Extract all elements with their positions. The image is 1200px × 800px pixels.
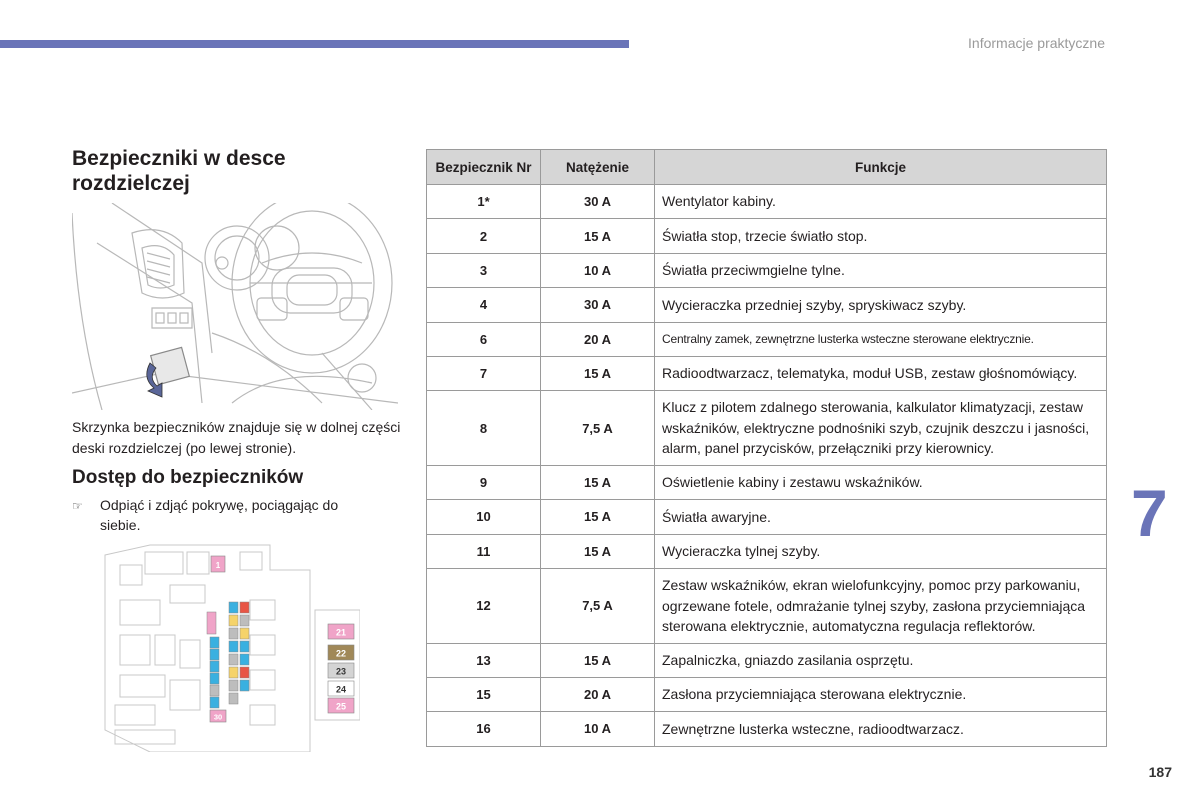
table-row [427,500,1107,534]
fuse-amperage: 15 A [541,643,655,677]
fuse-number: 9 [427,465,541,499]
fuse-box-diagram [100,540,360,752]
fuse-number: 3 [427,253,541,287]
chapter-number: 7 [1131,476,1168,550]
fuse-function: Radioodtwarzacz, telematyka, moduł USB, zestaw głośnomówiący. [655,356,1107,390]
table-row [427,465,1107,499]
table-row [427,219,1107,253]
table-row [427,253,1107,287]
fuse-function: Wycieraczka tylnej szyby. [655,534,1107,568]
column-header-fuse-number: Bezpiecznik Nr [427,150,541,185]
access-heading: Dostęp do bezpieczników [72,467,304,488]
table-row [427,677,1107,711]
fuse-number: 13 [427,643,541,677]
header-accent-bar [0,40,629,48]
fuse-number: 2 [427,219,541,253]
fuse-number: 7 [427,356,541,390]
fuse-number: 16 [427,712,541,746]
fusebox-location-text: Skrzynka bezpieczników znajduje się w dolnej części deski rozdzielczej (po lewej stronie). [72,419,401,456]
page-number: 187 [1148,764,1172,780]
fuse-function: Zestaw wskaźników, ekran wielofunkcyjny, pomoc przy parkowaniu, ogrzewane fotele, odmrażanie tylnej szyby, zasłona przyciemniająca sterowana elektrycznie, automatyczna regulacja reflektorów. [655,569,1107,644]
fuse-function: Oświetlenie kabiny i zestawu wskaźników. [655,465,1107,499]
fuse-amperage: 7,5 A [541,569,655,644]
fuse-label-23: 23 [335,666,347,677]
fuse-function: Centralny zamek, zewnętrzne lusterka wsteczne sterowane elektrycznie. [655,322,1107,356]
dashboard-illustration [72,203,398,410]
table-header-row [427,150,1107,185]
fuse-amperage: 20 A [541,677,655,711]
fuse-function: Wentylator kabiny. [655,185,1107,219]
fuse-number: 12 [427,569,541,644]
fuse-number: 4 [427,288,541,322]
fuse-number: 8 [427,391,541,466]
fuse-amperage: 10 A [541,712,655,746]
fuse-function: Wycieraczka przedniej szyby, spryskiwacz szyby. [655,288,1107,322]
section-title: Informacje praktyczne [968,35,1105,51]
fuse-function: Zapalniczka, gniazdo zasilania osprzętu. [655,643,1107,677]
fuse-label-21: 21 [335,627,347,638]
fuse-amperage: 15 A [541,500,655,534]
fuse-number: 15 [427,677,541,711]
access-step [72,495,382,535]
fuse-label-24: 24 [335,684,347,695]
table-row [427,712,1107,746]
fuse-label-bottom: 30 [213,712,223,722]
fuse-function: Klucz z pilotem zdalnego sterowania, kalkulator klimatyzacji, zestaw wskaźników, elektryczne podnośniki szyb, czujnik deszczu i jasności, alarm, panel przycisków, przełączniki przy kierownicy. [655,391,1107,466]
table-row [427,643,1107,677]
fuse-amperage: 20 A [541,322,655,356]
fuse-amperage: 30 A [541,288,655,322]
fuse-amperage: 10 A [541,253,655,287]
hand-pointer-icon: ☞ [72,499,83,513]
table-row [427,185,1107,219]
fuse-amperage: 15 A [541,465,655,499]
fuse-number: 11 [427,534,541,568]
fuse-function: Światła awaryjne. [655,500,1107,534]
fuse-number: 10 [427,500,541,534]
fuse-label-top: 1 [215,561,221,570]
table-row [427,534,1107,568]
column-header-amperage: Natężenie [541,150,655,185]
fuse-function: Światła przeciwmgielne tylne. [655,253,1107,287]
fuse-amperage: 30 A [541,185,655,219]
access-step-text: Odpiąć i zdjąć pokrywę, pociągając do siebie. [100,497,339,533]
fuse-number: 1* [427,185,541,219]
fuse-function: Światła stop, trzecie światło stop. [655,219,1107,253]
fuse-function: Zewnętrzne lusterka wsteczne, radioodtwarzacz. [655,712,1107,746]
fuse-number: 6 [427,322,541,356]
fuse-table [426,149,1107,747]
table-row [427,569,1107,644]
fuse-function: Zasłona przyciemniająca sterowana elektrycznie. [655,677,1107,711]
column-header-functions: Funkcje [655,150,1107,185]
fuse-label-25: 25 [335,701,347,712]
page-title: Bezpieczniki w desce rozdzielczej [72,147,286,195]
fuse-amperage: 15 A [541,356,655,390]
table-row [427,288,1107,322]
table-row [427,322,1107,356]
fuse-label-22: 22 [335,648,347,659]
table-row [427,356,1107,390]
table-row [427,391,1107,466]
fuse-amperage: 7,5 A [541,391,655,466]
fuse-amperage: 15 A [541,219,655,253]
fuse-amperage: 15 A [541,534,655,568]
